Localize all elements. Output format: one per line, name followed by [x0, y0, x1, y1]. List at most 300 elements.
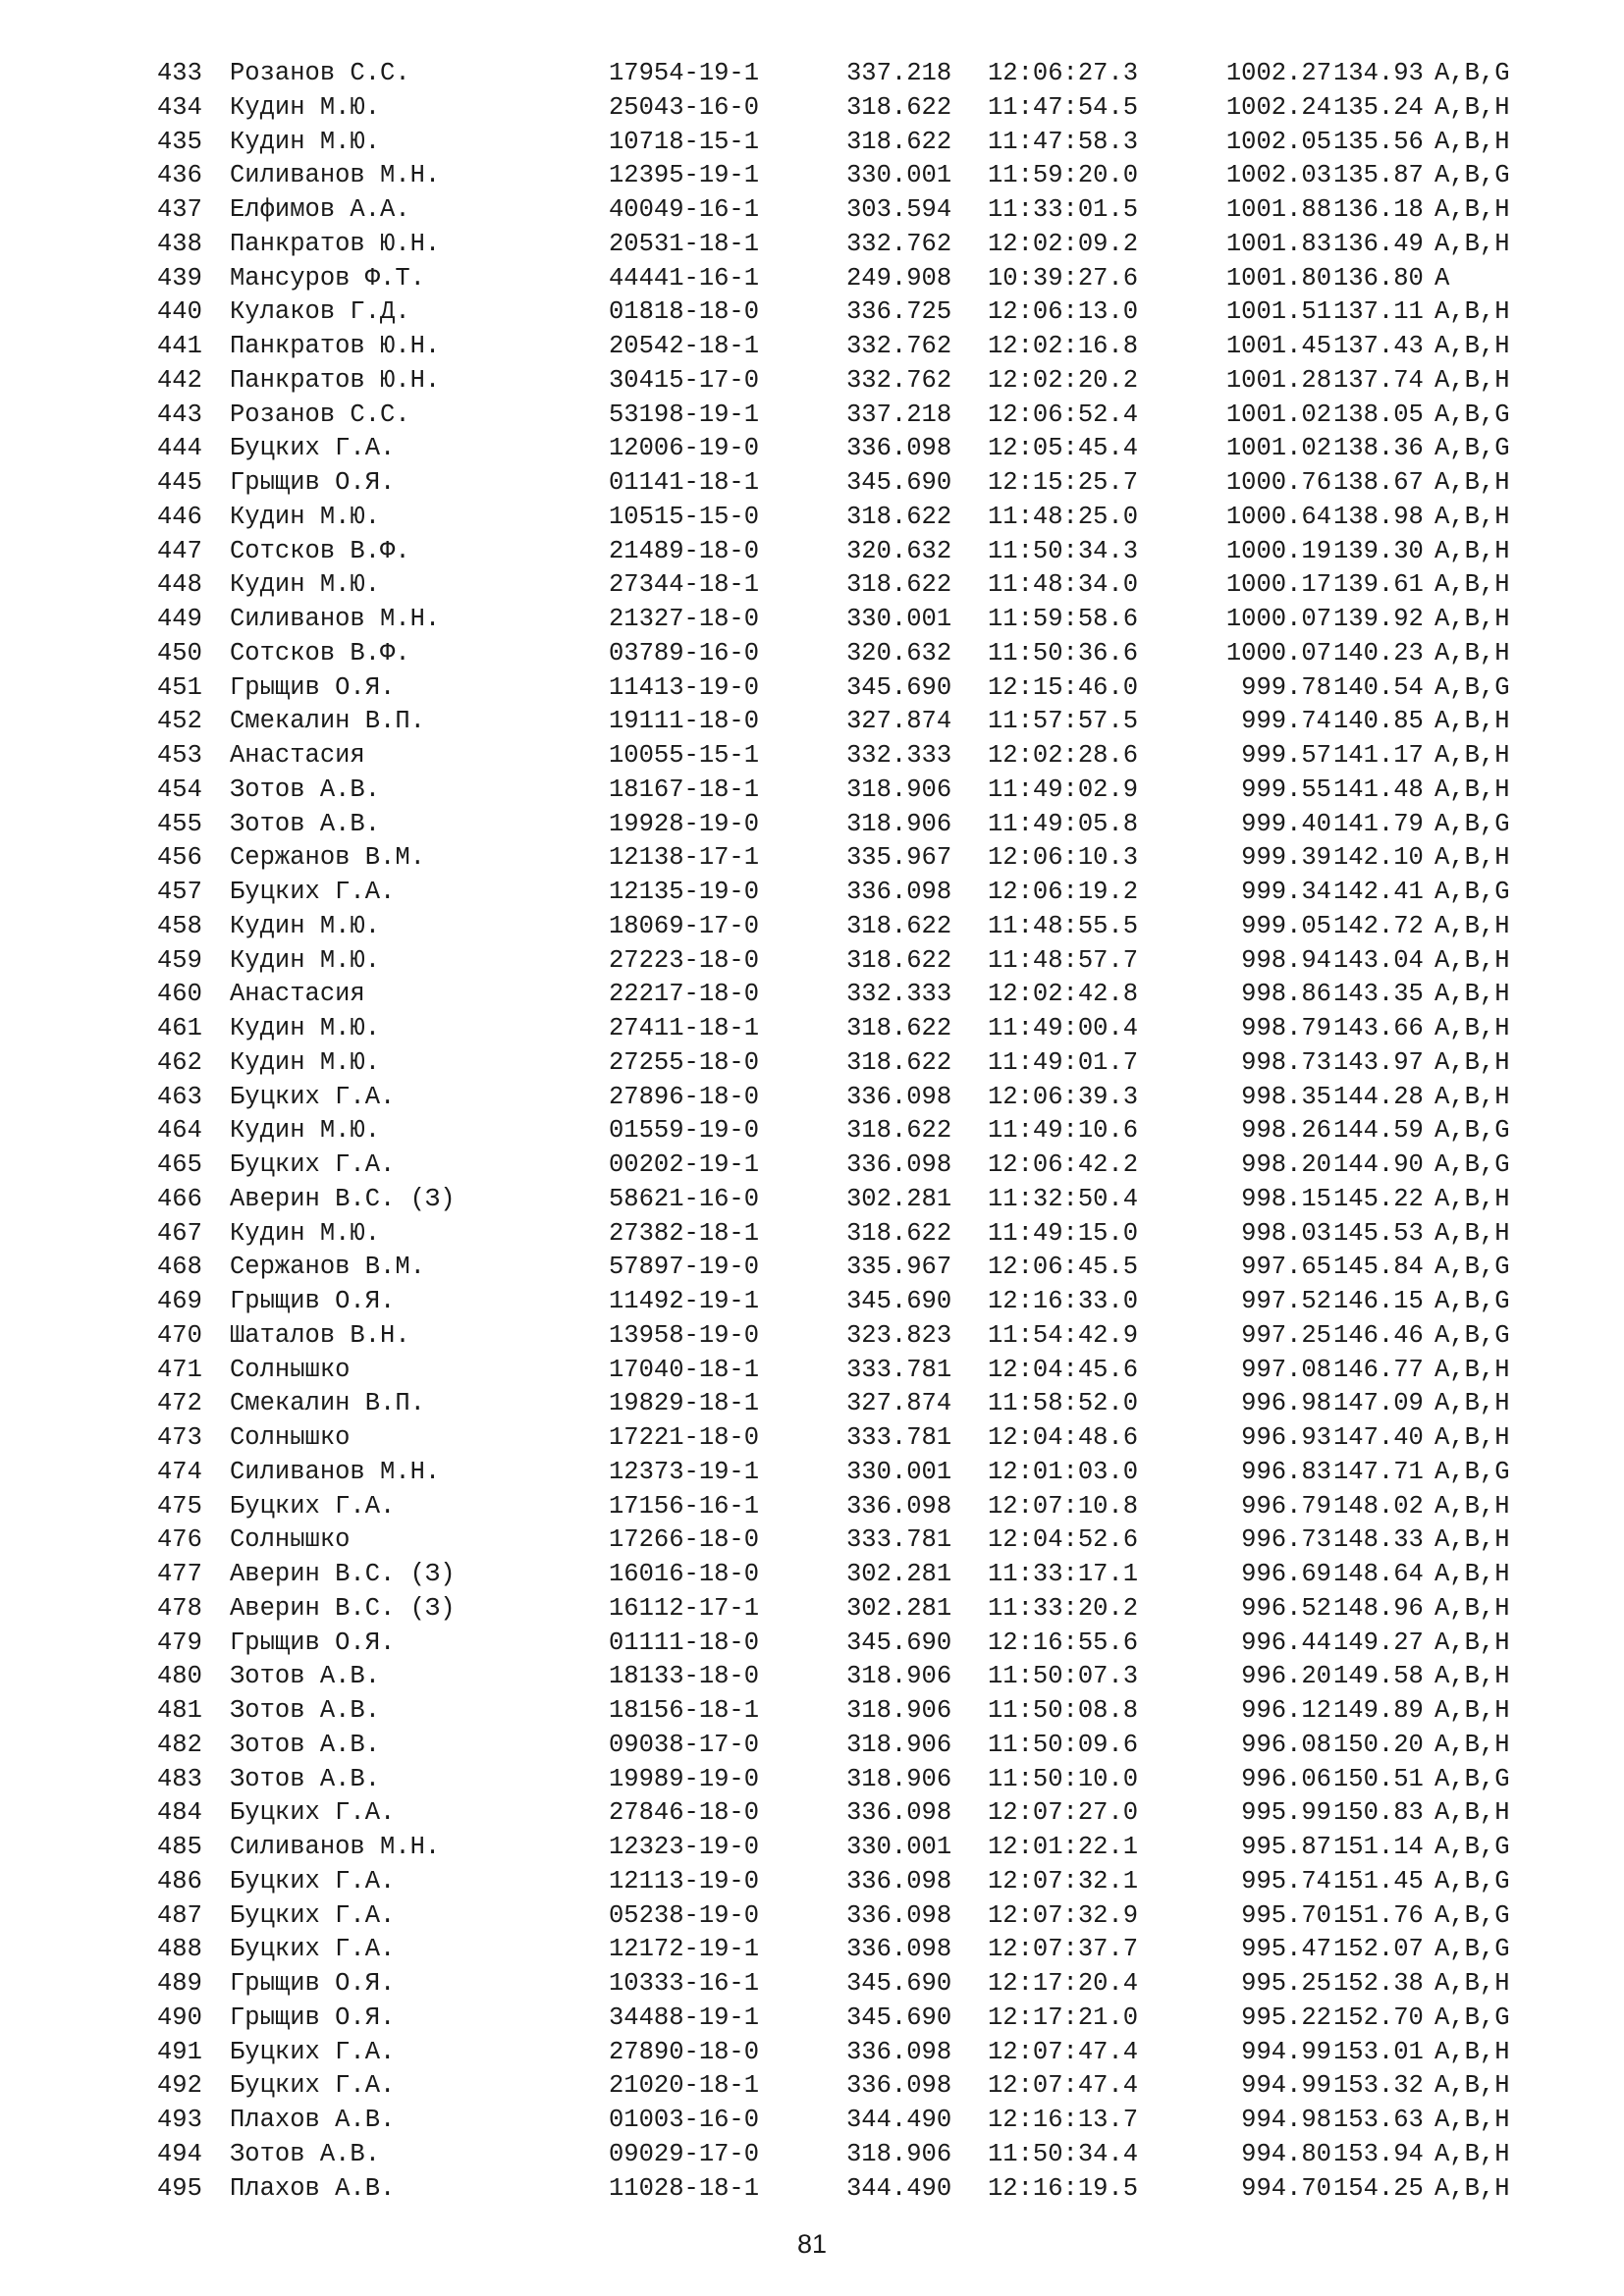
- ring-code: 20542-18-1: [609, 332, 760, 360]
- speed: 999.74: [1241, 707, 1331, 736]
- flags: A,B,H: [1435, 1593, 1510, 1623]
- flags: A,B,H: [1435, 1628, 1510, 1657]
- table-row: [0, 330, 1624, 364]
- flags: A,B,G: [1435, 1320, 1510, 1350]
- points: 150.20: [1333, 1730, 1424, 1759]
- distance: 333.781: [846, 1423, 952, 1452]
- table-row: [0, 1490, 1624, 1524]
- distance: 318.622: [846, 1116, 952, 1146]
- arrival-time: 12:04:52.6: [988, 1525, 1139, 1555]
- table-row: [0, 1183, 1624, 1217]
- points: 153.94: [1333, 2139, 1424, 2168]
- participant-name: Солнышко: [230, 1355, 351, 1384]
- points: 151.45: [1333, 1866, 1424, 1896]
- distance: 336.098: [846, 1491, 952, 1521]
- participant-name: Солнышко: [230, 1423, 351, 1452]
- participant-name: Розанов С.С.: [230, 59, 410, 87]
- points: 148.02: [1333, 1491, 1424, 1521]
- distance: 318.906: [846, 809, 952, 838]
- arrival-time: 12:06:19.2: [988, 878, 1139, 906]
- participant-name: Смекалин В.П.: [230, 707, 425, 736]
- points: 148.33: [1333, 1525, 1424, 1555]
- distance: 336.098: [846, 878, 952, 906]
- distance: 345.690: [846, 468, 952, 497]
- distance: 345.690: [846, 1969, 952, 1998]
- arrival-time: 11:49:01.7: [988, 1047, 1139, 1077]
- row-number: 477: [157, 1560, 202, 1588]
- row-number: 472: [157, 1389, 202, 1418]
- flags: A,B,H: [1435, 2037, 1510, 2066]
- table-row: [0, 466, 1624, 501]
- table-row: [0, 671, 1624, 706]
- ring-code: 09038-17-0: [609, 1730, 760, 1759]
- distance: 345.690: [846, 1287, 952, 1315]
- distance: 318.906: [846, 1730, 952, 1759]
- participant-name: Грыщив О.Я.: [230, 1969, 396, 1998]
- table-row: [0, 1046, 1624, 1081]
- distance: 336.098: [846, 434, 952, 463]
- ring-code: 12006-19-0: [609, 434, 760, 463]
- distance: 318.622: [846, 1014, 952, 1042]
- points: 139.30: [1333, 536, 1424, 565]
- distance: 336.098: [846, 1900, 952, 1930]
- flags: A,B,G: [1435, 1866, 1510, 1896]
- distance: 336.098: [846, 2071, 952, 2101]
- row-number: 488: [157, 1935, 202, 1964]
- speed: 997.25: [1241, 1320, 1331, 1350]
- row-number: 449: [157, 605, 202, 633]
- table-row: [0, 1763, 1624, 1797]
- distance: 318.622: [846, 570, 952, 600]
- flags: A,B,H: [1435, 638, 1510, 667]
- flags: A,B,H: [1435, 911, 1510, 940]
- distance: 318.622: [846, 502, 952, 531]
- flags: A,B,H: [1435, 2139, 1510, 2168]
- flags: A,B,H: [1435, 1355, 1510, 1384]
- ring-code: 17266-18-0: [609, 1525, 760, 1555]
- arrival-time: 11:59:20.0: [988, 161, 1139, 190]
- ring-code: 21020-18-1: [609, 2071, 760, 2101]
- participant-name: Кудин М.Ю.: [230, 1116, 381, 1146]
- row-number: 479: [157, 1628, 202, 1657]
- ring-code: 16016-18-0: [609, 1560, 760, 1588]
- distance: 302.281: [846, 1560, 952, 1588]
- points: 152.70: [1333, 2002, 1424, 2032]
- flags: A,B,H: [1435, 2071, 1510, 2101]
- speed: 995.22: [1241, 2002, 1331, 2032]
- arrival-time: 11:50:34.3: [988, 536, 1139, 565]
- arrival-time: 11:59:58.6: [988, 605, 1139, 633]
- speed: 1001.88: [1225, 195, 1331, 224]
- distance: 335.967: [846, 1253, 952, 1282]
- arrival-time: 12:02:09.2: [988, 229, 1139, 258]
- flags: A,B,G: [1435, 878, 1510, 906]
- row-number: 492: [157, 2071, 202, 2101]
- speed: 1002.03: [1225, 161, 1331, 190]
- flags: A,B,H: [1435, 1730, 1510, 1759]
- ring-code: 27382-18-1: [609, 1218, 760, 1248]
- ring-code: 00202-19-1: [609, 1150, 760, 1179]
- speed: 997.52: [1241, 1287, 1331, 1315]
- ring-code: 05238-19-0: [609, 1900, 760, 1930]
- points: 147.09: [1333, 1389, 1424, 1418]
- speed: 1001.83: [1225, 229, 1331, 258]
- flags: A,B,H: [1435, 1662, 1510, 1691]
- arrival-time: 12:06:52.4: [988, 400, 1139, 429]
- row-number: 456: [157, 843, 202, 873]
- ring-code: 27223-18-0: [609, 945, 760, 975]
- speed: 996.44: [1241, 1628, 1331, 1657]
- ring-code: 58621-16-0: [609, 1184, 760, 1213]
- arrival-time: 11:33:17.1: [988, 1560, 1139, 1588]
- row-number: 468: [157, 1253, 202, 1282]
- points: 150.83: [1333, 1798, 1424, 1828]
- distance: 332.762: [846, 332, 952, 360]
- table-row: [0, 501, 1624, 535]
- distance: 333.781: [846, 1355, 952, 1384]
- points: 144.59: [1333, 1116, 1424, 1146]
- table-row: [0, 841, 1624, 876]
- points: 135.87: [1333, 161, 1424, 190]
- points: 148.96: [1333, 1593, 1424, 1623]
- table-row: [0, 1729, 1624, 1763]
- ring-code: 18069-17-0: [609, 911, 760, 940]
- arrival-time: 11:49:02.9: [988, 774, 1139, 804]
- arrival-time: 11:50:34.4: [988, 2139, 1139, 2168]
- ring-code: 13958-19-0: [609, 1320, 760, 1350]
- participant-name: Буцких Г.А.: [230, 1491, 396, 1521]
- row-number: 465: [157, 1150, 202, 1179]
- flags: A,B,G: [1435, 161, 1510, 190]
- arrival-time: 11:50:08.8: [988, 1696, 1139, 1725]
- speed: 996.79: [1241, 1491, 1331, 1521]
- participant-name: Буцких Г.А.: [230, 1798, 396, 1828]
- flags: A,B,G: [1435, 2002, 1510, 2032]
- participant-name: Зотов А.В.: [230, 1764, 381, 1793]
- points: 148.64: [1333, 1560, 1424, 1588]
- distance: 330.001: [846, 1457, 952, 1486]
- distance: 345.690: [846, 2002, 952, 2032]
- table-row: [0, 1592, 1624, 1627]
- ring-code: 12373-19-1: [609, 1457, 760, 1486]
- points: 135.24: [1333, 92, 1424, 122]
- arrival-time: 12:17:21.0: [988, 2002, 1139, 2032]
- flags: A,B,H: [1435, 468, 1510, 497]
- arrival-time: 12:07:47.4: [988, 2071, 1139, 2101]
- speed: 998.73: [1241, 1047, 1331, 1077]
- row-number: 433: [157, 59, 202, 87]
- flags: A,B,H: [1435, 945, 1510, 975]
- ring-code: 57897-19-0: [609, 1253, 760, 1282]
- speed: 995.70: [1241, 1900, 1331, 1930]
- row-number: 443: [157, 400, 202, 429]
- participant-name: Буцких Г.А.: [230, 1935, 396, 1964]
- table-row: [0, 739, 1624, 774]
- arrival-time: 12:02:16.8: [988, 332, 1139, 360]
- speed: 997.08: [1241, 1355, 1331, 1384]
- arrival-time: 12:01:22.1: [988, 1833, 1139, 1861]
- table-row: [0, 2002, 1624, 2036]
- speed: 995.99: [1241, 1798, 1331, 1828]
- row-number: 459: [157, 945, 202, 975]
- flags: A,B,H: [1435, 2173, 1510, 2203]
- arrival-time: 12:16:13.7: [988, 2106, 1139, 2134]
- participant-name: Буцких Г.А.: [230, 2071, 396, 2101]
- table-row: [0, 535, 1624, 569]
- participant-name: Кудин М.Ю.: [230, 1047, 381, 1077]
- arrival-time: 11:47:54.5: [988, 92, 1139, 122]
- participant-name: Анастасия: [230, 741, 365, 770]
- ring-code: 20531-18-1: [609, 229, 760, 258]
- distance: 323.823: [846, 1320, 952, 1350]
- points: 151.76: [1333, 1900, 1424, 1930]
- flags: A,B,H: [1435, 570, 1510, 600]
- speed: 994.99: [1241, 2071, 1331, 2101]
- arrival-time: 12:04:45.6: [988, 1355, 1139, 1384]
- ring-code: 12395-19-1: [609, 161, 760, 190]
- distance: 337.218: [846, 400, 952, 429]
- participant-name: Зотов А.В.: [230, 1662, 381, 1691]
- speed: 996.12: [1241, 1696, 1331, 1725]
- table-row: [0, 2036, 1624, 2070]
- table-row: [0, 1558, 1624, 1592]
- flags: A,B,H: [1435, 1491, 1510, 1521]
- participant-name: Кулаков Г.Д.: [230, 297, 410, 327]
- table-row: [0, 1081, 1624, 1115]
- row-number: 442: [157, 365, 202, 395]
- participant-name: Шаталов В.Н.: [230, 1320, 410, 1350]
- participant-name: Силиванов М.Н.: [230, 1833, 441, 1861]
- participant-name: Силиванов М.Н.: [230, 161, 441, 190]
- distance: 318.906: [846, 1764, 952, 1793]
- ring-code: 12138-17-1: [609, 843, 760, 873]
- distance: 302.281: [846, 1184, 952, 1213]
- points: 137.11: [1333, 297, 1424, 327]
- arrival-time: 12:06:27.3: [988, 59, 1139, 87]
- flags: A,B,H: [1435, 1218, 1510, 1248]
- points: 138.05: [1333, 400, 1424, 429]
- speed: 995.74: [1241, 1866, 1331, 1896]
- points: 147.40: [1333, 1423, 1424, 1452]
- distance: 344.490: [846, 2173, 952, 2203]
- ring-code: 12172-19-1: [609, 1935, 760, 1964]
- points: 142.10: [1333, 843, 1424, 873]
- participant-name: Аверин В.С. (З): [230, 1593, 456, 1623]
- distance: 318.622: [846, 1218, 952, 1248]
- participant-name: Кудин М.Ю.: [230, 127, 381, 156]
- flags: A,B,H: [1435, 297, 1510, 327]
- table-row: [0, 1387, 1624, 1421]
- distance: 336.098: [846, 1798, 952, 1828]
- distance: 330.001: [846, 605, 952, 633]
- points: 137.74: [1333, 365, 1424, 395]
- distance: 320.632: [846, 638, 952, 667]
- arrival-time: 11:48:55.5: [988, 911, 1139, 940]
- points: 138.67: [1333, 468, 1424, 497]
- ring-code: 27344-18-1: [609, 570, 760, 600]
- row-number: 473: [157, 1423, 202, 1452]
- ring-code: 09029-17-0: [609, 2139, 760, 2168]
- arrival-time: 12:07:37.7: [988, 1935, 1139, 1964]
- ring-code: 11028-18-1: [609, 2173, 760, 2203]
- row-number: 451: [157, 672, 202, 702]
- participant-name: Зотов А.В.: [230, 2139, 381, 2168]
- points: 144.90: [1333, 1150, 1424, 1179]
- distance: 318.906: [846, 1662, 952, 1691]
- participant-name: Солнышко: [230, 1525, 351, 1555]
- table-row: [0, 2138, 1624, 2172]
- table-row: [0, 1831, 1624, 1865]
- ring-code: 21327-18-0: [609, 605, 760, 633]
- ring-code: 19989-19-0: [609, 1764, 760, 1793]
- speed: 1000.07: [1225, 638, 1331, 667]
- arrival-time: 11:57:57.5: [988, 707, 1139, 736]
- distance: 318.906: [846, 774, 952, 804]
- participant-name: Буцких Г.А.: [230, 1082, 396, 1111]
- table-row: [0, 1217, 1624, 1252]
- distance: 336.725: [846, 297, 952, 327]
- flags: A,B,H: [1435, 1969, 1510, 1998]
- distance: 336.098: [846, 1866, 952, 1896]
- table-row: [0, 808, 1624, 842]
- distance: 320.632: [846, 536, 952, 565]
- row-number: 435: [157, 127, 202, 156]
- points: 146.15: [1333, 1287, 1424, 1315]
- speed: 999.55: [1241, 774, 1331, 804]
- points: 147.71: [1333, 1457, 1424, 1486]
- table-row: [0, 1899, 1624, 1934]
- speed: 998.20: [1241, 1150, 1331, 1179]
- arrival-time: 11:58:52.0: [988, 1389, 1139, 1418]
- arrival-time: 12:17:20.4: [988, 1969, 1139, 1998]
- ring-code: 40049-16-1: [609, 195, 760, 224]
- ring-code: 12135-19-0: [609, 878, 760, 906]
- flags: A,B,H: [1435, 92, 1510, 122]
- table-row: [0, 774, 1624, 808]
- participant-name: Грыщив О.Я.: [230, 1287, 396, 1315]
- arrival-time: 11:54:42.9: [988, 1320, 1139, 1350]
- row-number: 493: [157, 2106, 202, 2134]
- table-row: [0, 1796, 1624, 1831]
- points: 149.27: [1333, 1628, 1424, 1657]
- arrival-time: 12:06:42.2: [988, 1150, 1139, 1179]
- arrival-time: 11:50:36.6: [988, 638, 1139, 667]
- flags: A,B,G: [1435, 434, 1510, 463]
- speed: 996.06: [1241, 1764, 1331, 1793]
- table-row: [0, 1456, 1624, 1490]
- participant-name: Плахов А.В.: [230, 2106, 396, 2134]
- arrival-time: 11:48:34.0: [988, 570, 1139, 600]
- distance: 303.594: [846, 195, 952, 224]
- points: 141.48: [1333, 774, 1424, 804]
- participant-name: Буцких Г.А.: [230, 1866, 396, 1896]
- ring-code: 03789-16-0: [609, 638, 760, 667]
- row-number: 448: [157, 570, 202, 600]
- table-row: [0, 637, 1624, 671]
- points: 140.23: [1333, 638, 1424, 667]
- points: 137.43: [1333, 332, 1424, 360]
- row-number: 483: [157, 1764, 202, 1793]
- points: 145.84: [1333, 1253, 1424, 1282]
- speed: 1001.80: [1225, 263, 1331, 293]
- arrival-time: 12:16:33.0: [988, 1287, 1139, 1315]
- points: 136.80: [1333, 263, 1424, 293]
- distance: 336.098: [846, 1935, 952, 1964]
- table-row: [0, 193, 1624, 228]
- arrival-time: 12:15:46.0: [988, 672, 1139, 702]
- table-row: [0, 1421, 1624, 1456]
- ring-code: 19928-19-0: [609, 809, 760, 838]
- table-row: [0, 1114, 1624, 1148]
- table-row: [0, 1933, 1624, 1967]
- arrival-time: 12:06:10.3: [988, 843, 1139, 873]
- ring-code: 27890-18-0: [609, 2037, 760, 2066]
- table-row: [0, 603, 1624, 637]
- flags: A,B,H: [1435, 605, 1510, 633]
- flags: A,B,H: [1435, 127, 1510, 156]
- participant-name: Буцких Г.А.: [230, 878, 396, 906]
- row-number: 438: [157, 229, 202, 258]
- table-row: [0, 1660, 1624, 1694]
- distance: 318.622: [846, 127, 952, 156]
- points: 152.07: [1333, 1935, 1424, 1964]
- distance: 318.906: [846, 1696, 952, 1725]
- table-row: [0, 1012, 1624, 1046]
- ring-code: 16112-17-1: [609, 1593, 760, 1623]
- arrival-time: 11:33:01.5: [988, 195, 1139, 224]
- ring-code: 19829-18-1: [609, 1389, 760, 1418]
- row-number: 469: [157, 1287, 202, 1315]
- participant-name: Кудин М.Ю.: [230, 502, 381, 531]
- arrival-time: 12:07:47.4: [988, 2037, 1139, 2066]
- arrival-time: 12:07:10.8: [988, 1491, 1139, 1521]
- arrival-time: 12:16:55.6: [988, 1628, 1139, 1657]
- row-number: 481: [157, 1696, 202, 1725]
- points: 139.92: [1333, 605, 1424, 633]
- participant-name: Зотов А.В.: [230, 1730, 381, 1759]
- arrival-time: 11:49:05.8: [988, 809, 1139, 838]
- row-number: 466: [157, 1184, 202, 1213]
- participant-name: Аверин В.С. (З): [230, 1560, 456, 1588]
- ring-code: 30415-17-0: [609, 365, 760, 395]
- table-row: [0, 57, 1624, 91]
- participant-name: Буцких Г.А.: [230, 1900, 396, 1930]
- speed: 999.40: [1241, 809, 1331, 838]
- flags: A,B,H: [1435, 229, 1510, 258]
- row-number: 486: [157, 1866, 202, 1896]
- distance: 337.218: [846, 59, 952, 87]
- ring-code: 18156-18-1: [609, 1696, 760, 1725]
- flags: A,B,H: [1435, 1082, 1510, 1111]
- arrival-time: 11:49:10.6: [988, 1116, 1139, 1146]
- row-number: 444: [157, 434, 202, 463]
- ring-code: 10515-15-0: [609, 502, 760, 531]
- arrival-time: 12:07:32.1: [988, 1866, 1139, 1896]
- points: 143.04: [1333, 945, 1424, 975]
- row-number: 453: [157, 741, 202, 770]
- participant-name: Буцких Г.А.: [230, 2037, 396, 2066]
- distance: 318.622: [846, 1047, 952, 1077]
- points: 149.58: [1333, 1662, 1424, 1691]
- speed: 998.26: [1241, 1116, 1331, 1146]
- ring-code: 27255-18-0: [609, 1047, 760, 1077]
- table-row: [0, 295, 1624, 330]
- ring-code: 27896-18-0: [609, 1082, 760, 1111]
- row-number: 470: [157, 1320, 202, 1350]
- flags: A,B,H: [1435, 1560, 1510, 1588]
- distance: 332.333: [846, 980, 952, 1009]
- participant-name: Грыщив О.Я.: [230, 672, 396, 702]
